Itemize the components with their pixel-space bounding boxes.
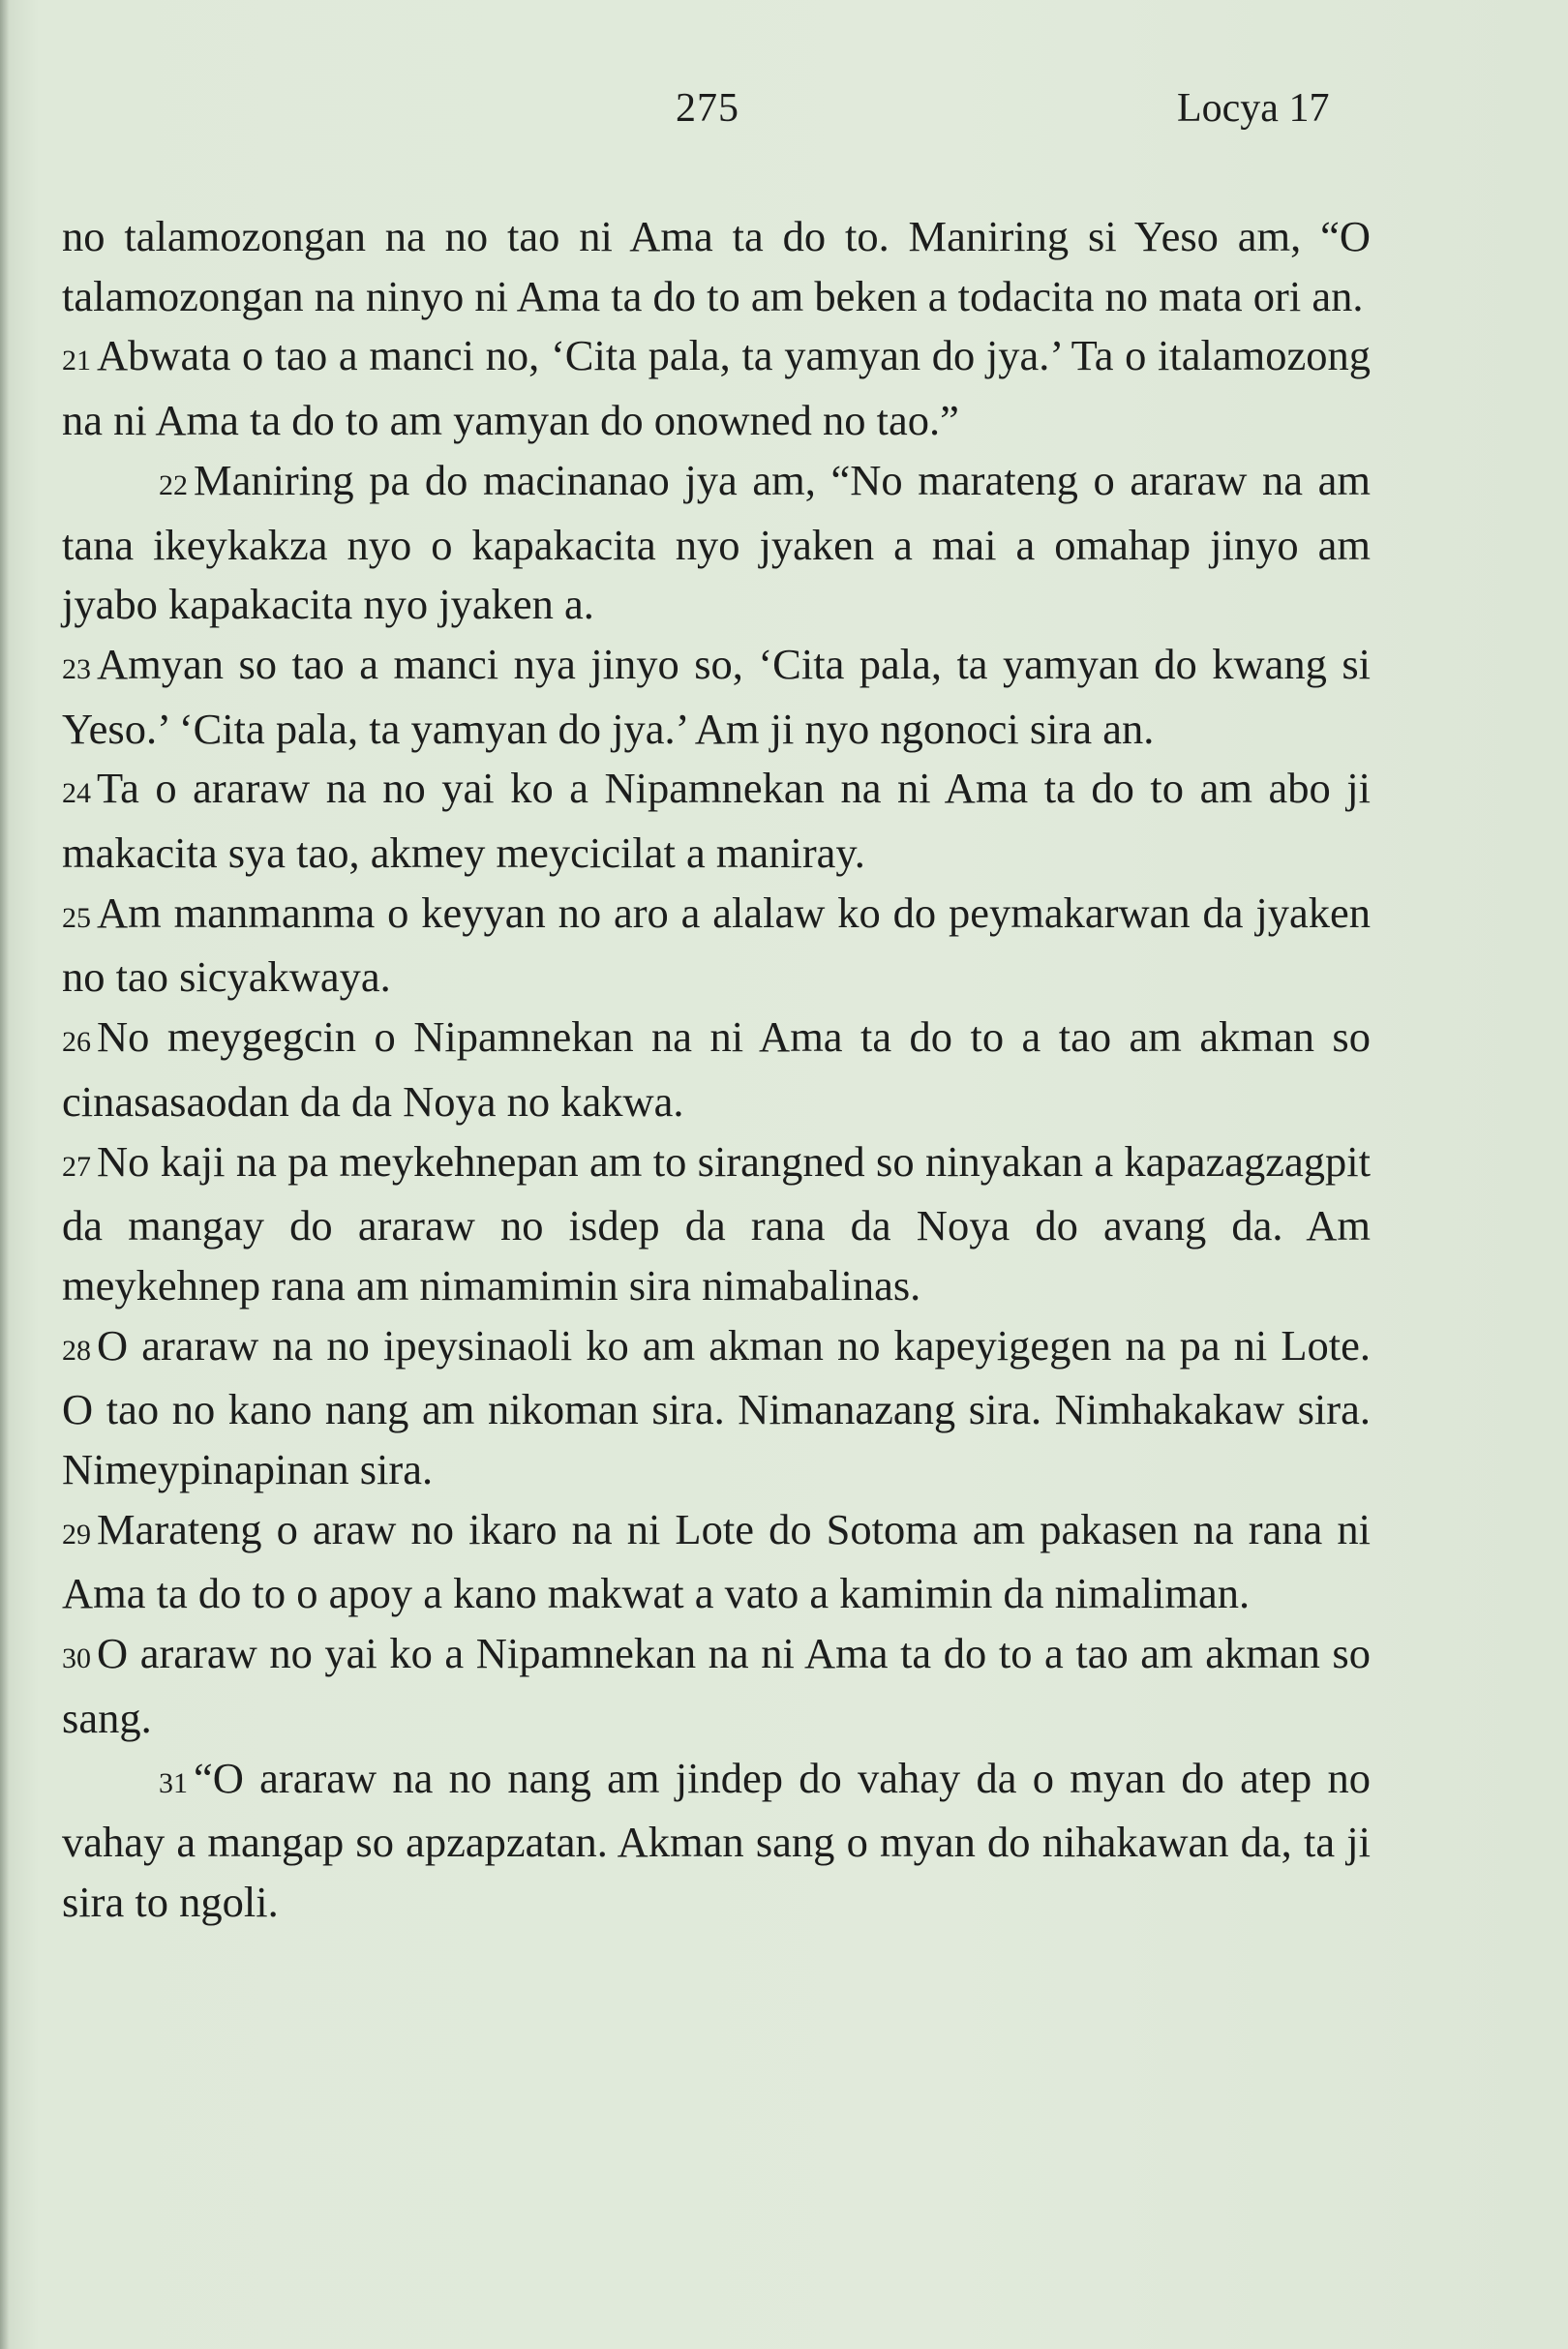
verse-text: O araraw na no ipeysinaoli ko am akman no kapeyigegen na pa ni Lote. O tao no kano nang am nikoman sira. Nimanazang sira. Nimhakakaw sira. Nimeypinapinan sira. [62, 1320, 1371, 1494]
verse-paragraph [62, 1500, 1371, 1624]
verse-number: 31 [159, 1766, 188, 1799]
verse-paragraph [62, 1132, 1371, 1316]
verse-text: Marateng o araw no ikaro na ni Lote do Sotoma am pakasen na rana ni Ama ta do to o apoy a kano makwat a vato a kamimin da nimaliman. [62, 1504, 1371, 1618]
verse-text: O araraw no yai ko a Nipamnekan na ni Ama ta do to a tao am akman so sang. [62, 1629, 1371, 1742]
page-header [0, 85, 1568, 143]
verse-paragraph [62, 1749, 1371, 1933]
verse-text: Am manmanma o keyyan no aro a alalaw ko do peymakarwan da jyaken no tao sicyakwaya. [62, 888, 1371, 1002]
verse-paragraph [62, 884, 1371, 1008]
verse-paragraph [62, 635, 1371, 759]
verse-paragraph [62, 759, 1371, 883]
running-head: Locya 17 [1177, 86, 1330, 131]
verse-text: No meygegcin o Nipamnekan na ni Ama ta do to a tao am akman so cinasasaodan da da Noya no kakwa. [62, 1012, 1371, 1126]
verse-text: Maniring pa do macinanao jya am, “No marateng o araraw na am tana ikeykakza nyo o kapakacita nyo jyaken a mai a omahap jinyo am jyabo kapakacita nyo jyaken a. [62, 455, 1371, 629]
verse-paragraph [62, 451, 1371, 635]
verse-paragraph [62, 1316, 1371, 1500]
verse-paragraph [62, 1624, 1371, 1748]
verse-paragraph [62, 326, 1371, 450]
verse-text: Amyan so tao a manci nya jinyo so, ‘Cita pala, ta yamyan do kwang si Yeso.’ ‘Cita pala, ta yamyan do jya.’ Am ji nyo ngonoci sira an. [62, 639, 1371, 753]
verse-number: 25 [62, 901, 91, 934]
verse-number: 29 [62, 1518, 91, 1551]
verse-number: 28 [62, 1334, 91, 1367]
body-text [62, 207, 1371, 1933]
verse-text: “O araraw na no nang am jindep do vahay da o myan do atep no vahay a mangap so apzapzatan. Akman sang o myan do nihakawan da, ta ji sira to ngoli. [62, 1753, 1371, 1926]
verse-number: 21 [62, 345, 91, 377]
verse-number: 27 [62, 1150, 91, 1183]
paragraph-text: no talamozongan na no tao ni Ama ta do to. Maniring si Yeso am, “O talamozongan na ninyo ni Ama ta do to am beken a todacita no mata ori an. [62, 212, 1371, 320]
verse-number: 23 [62, 652, 91, 685]
verse-text: No kaji na pa meykehnepan am to sirangned so ninyakan a kapazagzagpit da mangay do araraw no isdep da rana da Noya do avang da. Am meykehnep rana am nimamimin sira nimabalinas. [62, 1136, 1371, 1310]
verse-number: 26 [62, 1026, 91, 1059]
book-spine-shadow [0, 0, 10, 2349]
verse-number: 24 [62, 777, 91, 810]
verse-text: Ta o araraw na no yai ko a Nipamnekan na ni Ama ta do to am abo ji makacita sya tao, akmey meycicilat a maniray. [62, 764, 1371, 878]
verse-paragraph [62, 1008, 1371, 1131]
page-number: 275 [676, 86, 739, 131]
verse-number: 22 [159, 468, 188, 501]
verse-number: 30 [62, 1642, 91, 1675]
paragraph [62, 207, 1371, 326]
verse-text: Abwata o tao a manci no, ‘Cita pala, ta yamyan do jya.’ Ta o italamozong na ni Ama ta do to am yamyan do onowned no tao.” [62, 331, 1371, 445]
